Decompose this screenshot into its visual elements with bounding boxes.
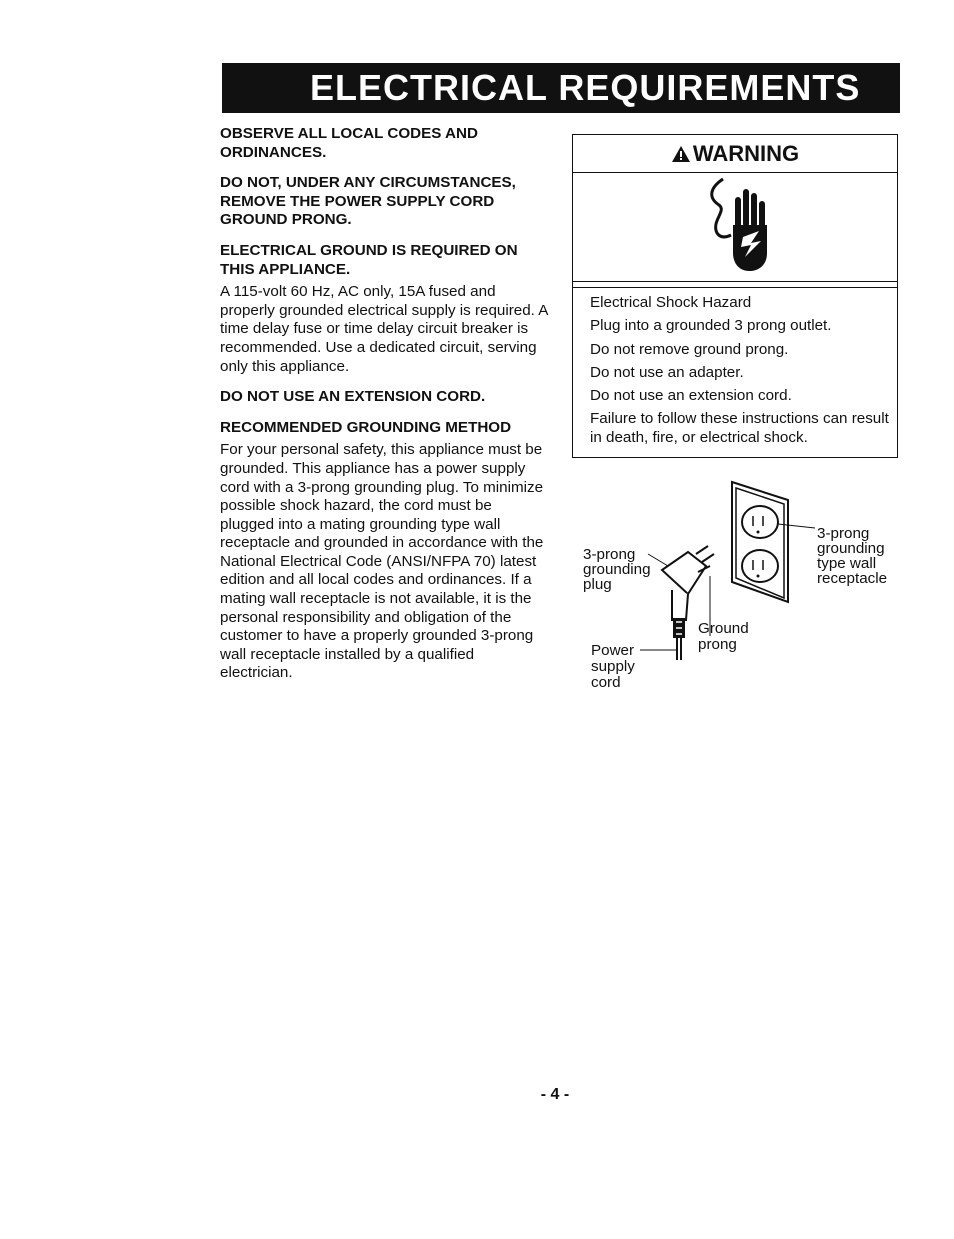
plug-label: plug	[583, 576, 612, 593]
heading-grounding-method: RECOMMENDED GROUNDING METHOD	[220, 418, 512, 436]
warning-line: Electrical Shock Hazard	[590, 294, 752, 311]
cord-label: Power	[591, 642, 635, 659]
ground-prong-label: Ground	[698, 620, 749, 637]
receptacle-label: type wall	[817, 555, 877, 572]
receptacle-label: grounding	[817, 540, 885, 557]
warning-triangle-icon	[671, 145, 691, 163]
receptacle-label: receptacle	[817, 570, 888, 587]
cord-label: cord	[591, 674, 621, 691]
warning-line: Do not use an adapter.	[590, 363, 744, 381]
paragraph-grounding-method: For your personal safety, this appliance must be grounded. This appliance has a power supply cord with a 3-prong grounding plug. To minimize possible shock hazard, the cord must be plugged into a mating grounding type wall receptacle and grounded in accordance with the National Electrical Code (ANSI/NFPA 70) latest edition and all local codes and ordinances. If a mating wall receptacle is not available, it is the personal responsibility and obligation of the customer to have a properly grounded 3-prong wall receptacle installed by a qualified electrician.	[220, 441, 544, 682]
page-number: - 4 -	[540, 1086, 570, 1103]
heading-local-codes: OBSERVE ALL LOCAL CODES AND ORDINANCES.	[220, 125, 478, 161]
paragraph-supply-requirements: A 115-volt 60 Hz, AC only, 15A fused and properly grounded electrical supply is required. A time delay fuse or time delay circuit breaker is recommended. Use a dedicated circuit, serving only this appliance.	[220, 283, 548, 375]
warning-header	[573, 135, 897, 173]
warning-line: Plug into a grounded 3 prong outlet.	[590, 317, 832, 335]
plug-label: 3-prong	[583, 546, 636, 563]
page-title: ELECTRICAL REQUIREMENTS	[222, 63, 900, 113]
heading-ground-prong: DO NOT, UNDER ANY CIRCUMSTANCES, REMOVE THE POWER SUPPLY CORD GROUND PRONG.	[220, 174, 516, 229]
warning-line: Do not remove ground prong.	[590, 340, 789, 358]
warning-instructions	[590, 294, 900, 452]
plug-label: grounding	[583, 561, 651, 578]
warning-divider	[573, 281, 897, 288]
heading-electrical-ground: ELECTRICAL GROUND IS REQUIRED ON THIS APPLIANCE.	[220, 241, 518, 278]
receptacle-label: 3-prong	[817, 525, 870, 542]
heading-extension-cord: DO NOT USE AN EXTENSION CORD.	[220, 388, 486, 406]
warning-line: Failure to follow these instructions can result in death, fire, or electrical shock.	[590, 410, 889, 446]
cord-label: supply	[591, 658, 635, 675]
warning-box	[572, 134, 898, 458]
warning-title: WARNING	[692, 141, 800, 166]
ground-prong-label: prong	[698, 636, 737, 653]
left-column	[220, 125, 550, 695]
electrical-shock-hand-icon	[703, 175, 783, 275]
grounding-diagram	[560, 470, 920, 710]
warning-line: Do not use an extension cord.	[590, 387, 792, 405]
